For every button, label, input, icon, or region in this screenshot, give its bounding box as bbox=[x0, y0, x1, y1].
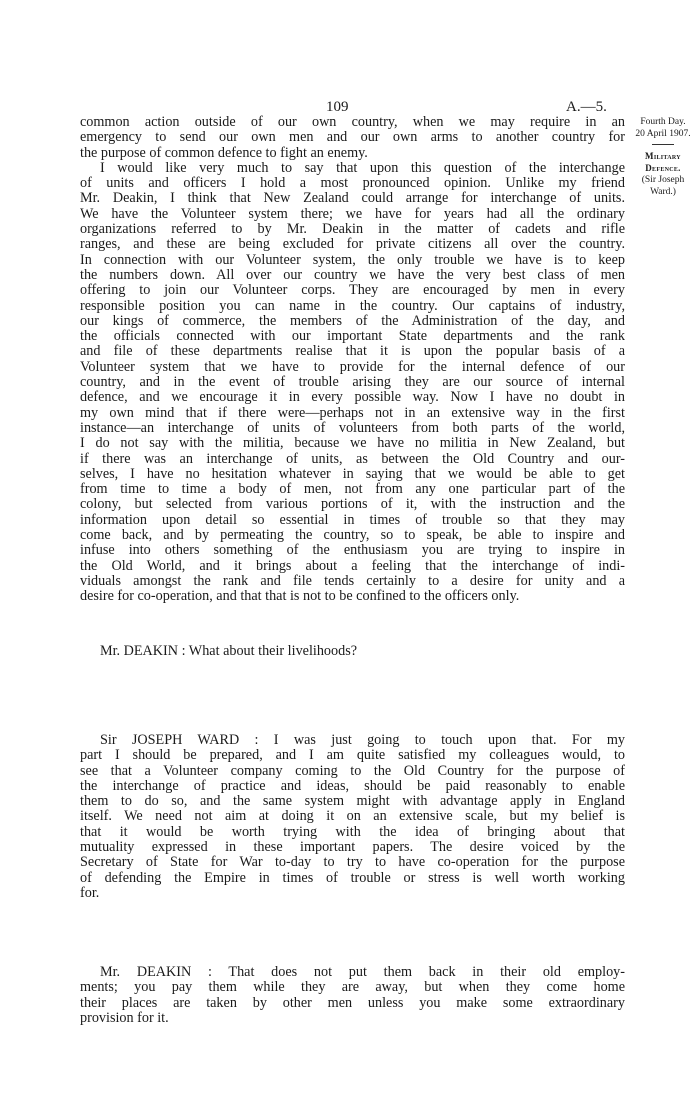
text-line: our kings of commerce, the members of the Administration of the day, and bbox=[80, 312, 625, 329]
text-line: the Old World, and it brings about a feeling that the interchange of indi- bbox=[80, 557, 625, 574]
margin-date: 20 April 1907. bbox=[635, 129, 691, 139]
text-line: ranges, and these are being excluded for private citizens all over the country. bbox=[80, 236, 625, 253]
text-line: my own mind that if there were—perhaps not in an extensive way in the first bbox=[80, 404, 625, 421]
text-line: instance—an interchange of units of volunteers from both parts of the world, bbox=[80, 419, 625, 436]
text-line: We have the Volunteer system there; we have for years had all the ordinary bbox=[80, 205, 625, 222]
page-number: 109 bbox=[326, 99, 349, 115]
text-line: infuse into others something of the enthusiasm you are trying to inspire in bbox=[80, 542, 625, 559]
text-line: come back, and by permeating the country, so to speak, be able to inspire and bbox=[80, 527, 625, 544]
text-line: Mr. DEAKIN : What about their livelihoods? bbox=[100, 643, 358, 659]
text-line: responsible position you can name in the country. Our captains of industry, bbox=[80, 297, 625, 314]
text-line: of defending the Empire in times of trouble or stress is well worth working bbox=[80, 869, 625, 886]
text-line: itself. We need not aim at doing it on an extensive scale, but my belief is bbox=[80, 808, 625, 825]
text-line: if there was an interchange of units, as between the Old Country and our- bbox=[80, 450, 625, 467]
text-line: from time to time a body of men, not from any one particular part of the bbox=[80, 481, 625, 498]
text-line: Mr. Deakin, I think that New Zealand could arrange for interchange of units. bbox=[80, 190, 625, 207]
text-line: Volunteer system that we have to provide for the internal defence of our bbox=[80, 358, 625, 375]
text-line: I would like very much to say that upon this question of the interchange bbox=[100, 159, 625, 176]
text-line: the officials connected with our important State departments and the rank bbox=[80, 328, 625, 345]
text-line: organizations referred to by Mr. Deakin in the matter of cadets and rifle bbox=[80, 221, 625, 238]
text-line: their places are taken by other men unless you make some extraordinary bbox=[80, 994, 625, 1011]
text-line: colony, but selected from various portions of it, with the instruction and the bbox=[80, 496, 625, 513]
text-line: Secretary of State for War to-day to try to have co-operation for the purpose bbox=[80, 854, 625, 871]
text-line: emergency to send our own men and our own arms to another country for bbox=[80, 129, 625, 146]
text-line: desire for co-operation, and that that is not to be confined to the officers only. bbox=[80, 588, 520, 605]
margin-topic: Military bbox=[645, 151, 681, 161]
speech-block-ward-1 bbox=[80, 115, 625, 605]
text-line: for. bbox=[80, 884, 100, 901]
margin-speaker: (Sir Joseph bbox=[641, 175, 685, 185]
speech-block-deakin-2 bbox=[80, 965, 625, 1026]
text-line: common action outside of our own country, when we may require in an bbox=[80, 114, 625, 130]
margin-note bbox=[630, 116, 696, 198]
text-line: I do not say with the militia, because we have no militia in New Zealand, but bbox=[80, 435, 625, 452]
text-line: them to do so, and the same system might with advantage apply in England bbox=[80, 793, 625, 810]
text-line: the numbers down. All over our country we have the very best class of men bbox=[80, 266, 625, 283]
text-line: of units and officers I hold a most pronounced opinion. Unlike my friend bbox=[80, 175, 625, 192]
margin-speaker-2: Ward.) bbox=[650, 187, 676, 197]
text-line: provision for it. bbox=[80, 1009, 169, 1026]
speech-block-ward-2 bbox=[80, 733, 625, 901]
text-line: see that a Volunteer company coming to the Old Country for the purpose of bbox=[80, 762, 625, 779]
document-reference: A.—5. bbox=[566, 99, 607, 115]
text-line: the interchange of practice and ideas, should be paid reasonably to enable bbox=[80, 777, 625, 794]
text-line: offering to join our Volunteer corps. They are encouraged by men in every bbox=[80, 282, 625, 299]
speech-block-deakin-1 bbox=[80, 644, 625, 659]
margin-topic-2: Defence. bbox=[645, 163, 681, 173]
text-line: Sir JOSEPH WARD : I was just going to touch upon that. For my bbox=[100, 732, 625, 748]
text-line: defence, and we encourage it in every possible way. Now I have no doubt in bbox=[80, 389, 625, 406]
text-line: In connection with our Volunteer system, the only trouble we have is to keep bbox=[80, 251, 625, 268]
text-line: part I should be prepared, and I am quite satisfied my colleagues would, to bbox=[80, 747, 625, 764]
text-line: ments; you pay them while they are away, but when they come home bbox=[80, 979, 625, 996]
text-line: viduals amongst the rank and file tends certainly to a desire for unity and a bbox=[80, 572, 625, 589]
text-line: mutuality expressed in these important papers. The desire voiced by the bbox=[80, 839, 625, 856]
text-line: information upon detail so essential in times of trouble so that they may bbox=[80, 511, 625, 528]
text-line: selves, I have no hesitation whatever in saying that we would be able to get bbox=[80, 465, 625, 482]
margin-rule bbox=[652, 144, 674, 145]
text-line: the purpose of common defence to fight an enemy. bbox=[80, 144, 368, 161]
text-line: Mr. DEAKIN : That does not put them back in their old employ- bbox=[100, 964, 625, 980]
margin-day: Fourth Day. bbox=[640, 117, 686, 127]
text-line: country, and in the event of trouble arising they are our source of internal bbox=[80, 374, 625, 391]
text-line: that it would be worth trying with the idea of bringing about that bbox=[80, 823, 625, 840]
text-line: and file of these departments realise that it is upon the popular basis of a bbox=[80, 343, 625, 360]
